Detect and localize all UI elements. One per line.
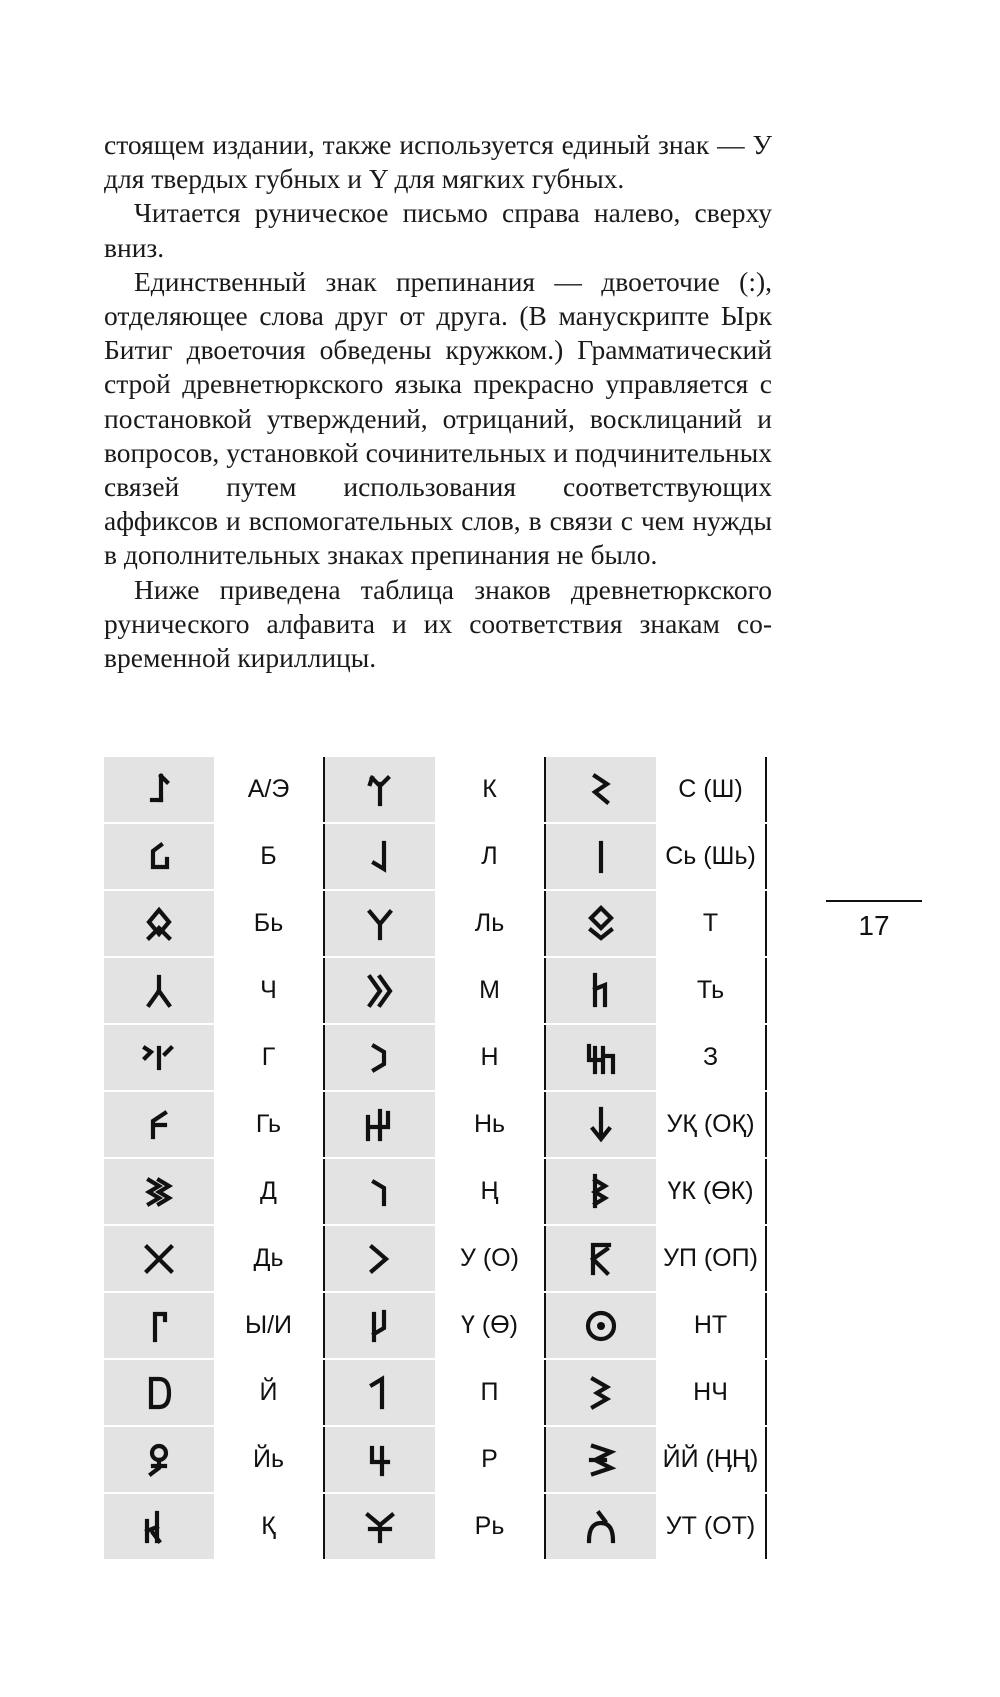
cyrillic-value: Сь (Шь) — [656, 823, 766, 890]
cyrillic-value: Б — [214, 823, 324, 890]
rune-l-soft-icon — [324, 890, 435, 957]
cyrillic-value: Ы/И — [214, 1292, 324, 1359]
cyrillic-value: Т — [656, 890, 766, 957]
rune-l-icon — [324, 823, 435, 890]
table-row — [104, 823, 766, 890]
body-text — [104, 128, 772, 675]
rune-p-icon — [324, 1359, 435, 1426]
rune-n-icon — [324, 1024, 435, 1091]
paragraph: Читается руническое письмо справа налево, сверху вниз. — [104, 197, 772, 263]
page-number-area — [826, 900, 922, 942]
table-row — [104, 1091, 766, 1158]
cyrillic-value: К — [435, 757, 545, 823]
cyrillic-value: Р — [435, 1426, 545, 1493]
paragraph: стоящем издании, также используется единый знак — У для твердых губных и Y для мягких губных. — [104, 129, 772, 195]
paragraph: Единственный знак препинания — двоеточие (:), отделяющее слова друг от друга. (В манускрипте Ырк Битиг двоеточия обведены кружком.) Грамматический строй древнетюркского языка прекрасно управляется с постановкой утверждений, отрицаний, восклицаний и вопросов, установкой сочинительных и подчинительных связей путем использования соответствующих аффиксов и вспомогательных слов, в связи с чем нужды в дополнительных знаках препинания не было. — [104, 265, 772, 571]
table-row — [104, 1158, 766, 1225]
page-number: 17 — [858, 910, 890, 941]
cyrillic-value: ЙЙ (ӉҢ) — [656, 1426, 766, 1493]
cyrillic-value: У (О) — [435, 1225, 545, 1292]
rune-n-soft-icon — [324, 1091, 435, 1158]
cyrillic-value: Ть — [656, 957, 766, 1024]
rune-y-i-icon — [104, 1292, 214, 1359]
cyrillic-value: Н — [435, 1024, 545, 1091]
table-row — [104, 957, 766, 1024]
rune-uk-icon — [545, 1091, 656, 1158]
table-row — [104, 1024, 766, 1091]
rune-ny-icon — [545, 1426, 656, 1493]
cyrillic-value: Рь — [435, 1493, 545, 1559]
rune-b-icon — [104, 823, 214, 890]
rune-nt-icon — [545, 1292, 656, 1359]
rune-r-soft-icon — [324, 1493, 435, 1559]
rune-d-soft-icon — [104, 1225, 214, 1292]
cyrillic-value: Г — [214, 1024, 324, 1091]
rune-g-soft-icon — [104, 1091, 214, 1158]
rune-y-soft-icon — [324, 1292, 435, 1359]
rune-ut-icon — [545, 1493, 656, 1559]
table-row — [104, 890, 766, 957]
cyrillic-value: Йь — [214, 1426, 324, 1493]
table-row — [104, 1426, 766, 1493]
cyrillic-value: УП (ОП) — [656, 1225, 766, 1292]
cyrillic-value: НЧ — [656, 1359, 766, 1426]
cyrillic-value: Ү (Ө) — [435, 1292, 545, 1359]
cyrillic-value: Й — [214, 1359, 324, 1426]
table-row — [104, 757, 766, 823]
cyrillic-value: Ң — [435, 1158, 545, 1225]
rune-alphabet-table — [104, 757, 767, 1559]
cyrillic-value: З — [656, 1024, 766, 1091]
rune-k-icon — [324, 757, 435, 823]
cyrillic-value: УҚ (ОҚ) — [656, 1091, 766, 1158]
paragraph: Ниже приведена таблица знаков древнетюркского рунического алфавита и их соответствия знакам современной кириллицы. — [104, 573, 772, 674]
rune-b-soft-icon — [104, 890, 214, 957]
rune-s-soft-icon — [545, 823, 656, 890]
cyrillic-value: А/Э — [214, 757, 324, 823]
cyrillic-value: Бь — [214, 890, 324, 957]
rune-m-icon — [324, 957, 435, 1024]
cyrillic-value: Л — [435, 823, 545, 890]
cyrillic-value: М — [435, 957, 545, 1024]
rune-ch-icon — [104, 957, 214, 1024]
rune-t-soft-icon — [545, 957, 656, 1024]
rune-u-icon — [324, 1225, 435, 1292]
rune-s-icon — [545, 757, 656, 823]
rune-j-icon — [104, 1359, 214, 1426]
rune-t-icon — [545, 890, 656, 957]
cyrillic-value: Ль — [435, 890, 545, 957]
rune-a-e-icon — [104, 757, 214, 823]
table-row — [104, 1225, 766, 1292]
rune-up-icon — [545, 1225, 656, 1292]
rune-d-icon — [104, 1158, 214, 1225]
table-row — [104, 1359, 766, 1426]
cyrillic-value: Гь — [214, 1091, 324, 1158]
cyrillic-value: Қ — [214, 1493, 324, 1559]
table-row — [104, 1292, 766, 1359]
page-number-rule — [826, 900, 922, 902]
rune-ng-icon — [324, 1158, 435, 1225]
rune-yk-icon — [545, 1158, 656, 1225]
rune-q-icon — [104, 1493, 214, 1559]
table-row — [104, 1493, 766, 1559]
cyrillic-value: ҮК (ӨК) — [656, 1158, 766, 1225]
cyrillic-value: Нь — [435, 1091, 545, 1158]
cyrillic-value: НТ — [656, 1292, 766, 1359]
cyrillic-value: Дь — [214, 1225, 324, 1292]
rune-z-icon — [545, 1024, 656, 1091]
rune-nch-icon — [545, 1359, 656, 1426]
rune-j-soft-icon — [104, 1426, 214, 1493]
cyrillic-value: Ч — [214, 957, 324, 1024]
cyrillic-value: УТ (ОТ) — [656, 1493, 766, 1559]
rune-r-icon — [324, 1426, 435, 1493]
cyrillic-value: С (Ш) — [656, 757, 766, 823]
rune-g-icon — [104, 1024, 214, 1091]
cyrillic-value: П — [435, 1359, 545, 1426]
cyrillic-value: Д — [214, 1158, 324, 1225]
